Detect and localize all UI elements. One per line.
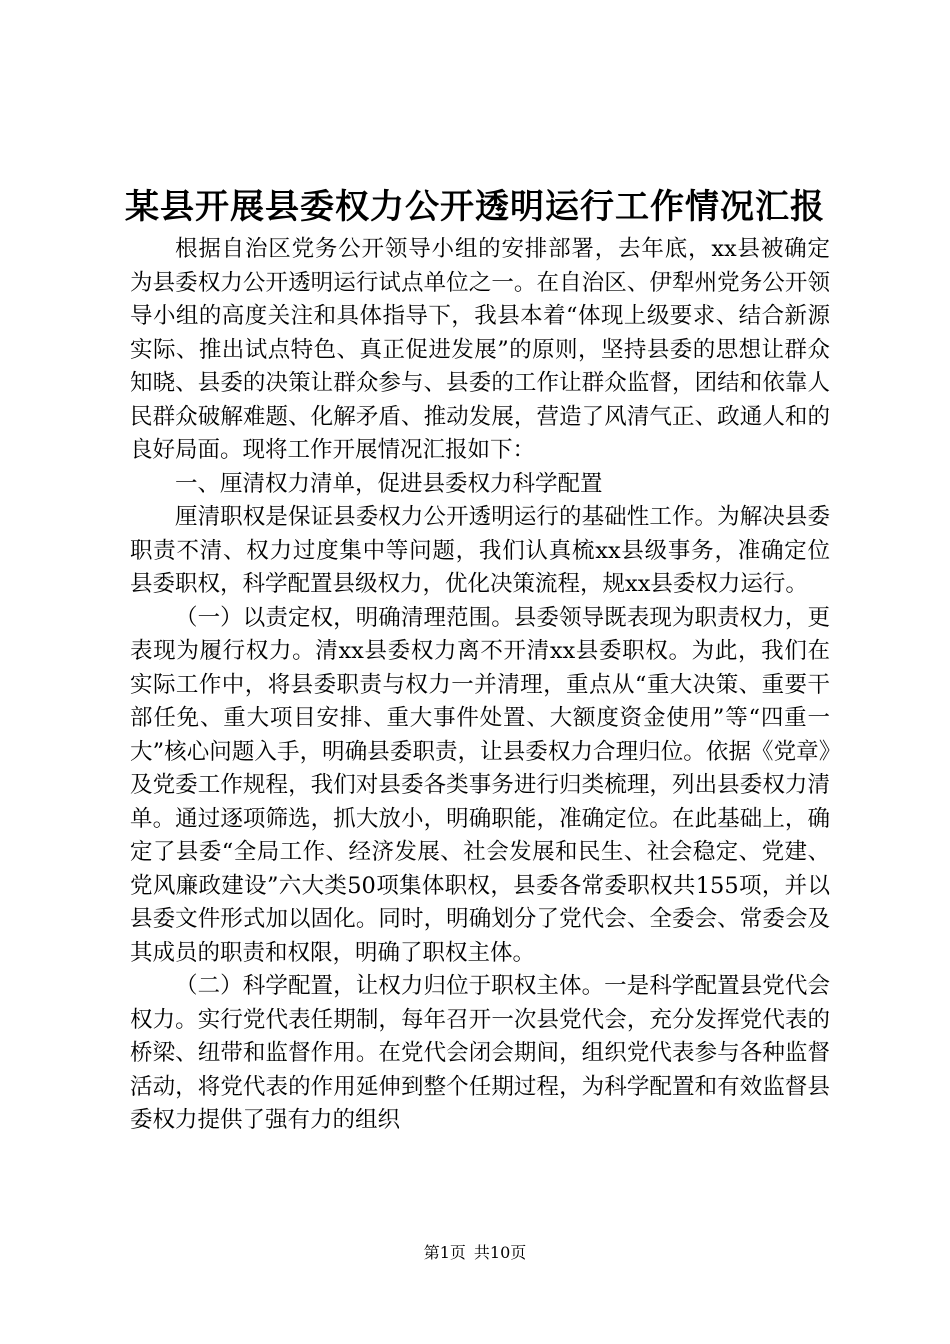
- page-footer: [0, 1242, 950, 1264]
- paragraph-subsection-1: （一）以责定权，明确清理范围。县委领导既表现为职责权力，更表现为履行权力。清xx县委权力离不开清xx县委职权。为此，我们在实际工作中，将县委职责与权力一并清理，重点从“重大决策、重要干部任免、重大项目安排、重大事件处置、大额度资金使用”等“四重一大”核心问题入手，明确县委职责，让县委权力合理归位。依据《党章》及党委工作规程，我们对县委各类事务进行归类梳理，列出县委权力清单。通过逐项筛选，抓大放小，明确职能，准确定位。在此基础上，确定了县委“全局工作、经济发展、社会发展和民生、社会稳定、党建、党风廉政建设”六大类50项集体职权，县委各常委职权共155项，并以县委文件形式加以固化。同时，明确划分了党代会、全委会、常委会及其成员的职责和权限，明确了职权主体。: [130, 604, 830, 966]
- section-heading-1: 一、厘清权力清单，促进县委权力科学配置: [175, 470, 603, 497]
- page-total: 共10页: [473, 1243, 527, 1262]
- paragraph-section-1: 厘清职权是保证县委权力公开透明运行的基础性工作。为解决县委职责不清、权力过度集中等问题，我们认真梳xx县级事务，准确定位县委职权，科学配置县级权力，优化决策流程，规xx县委权力运行。: [130, 504, 830, 597]
- paragraph-subsection-2: （二）科学配置，让权力归位于职权主体。一是科学配置县党代会权力。实行党代表任期制，每年召开一次县党代会，充分发挥党代表的桥梁、纽带和监督作用。在党代会闭会期间，组织党代表参与各种监督活动，将党代表的作用延伸到整个任期过程，为科学配置和有效监督县委权力提供了强有力的组织: [130, 973, 830, 1133]
- paragraph-intro: 根据自治区党务公开领导小组的安排部署，去年底，xx县被确定为县委权力公开透明运行试点单位之一。在自治区、伊犁州党务公开领导小组的高度关注和具体指导下，我县本着“体现上级要求、结合新源实际、推出试点特色、真正促进发展”的原则，坚持县委的思想让群众知晓、县委的决策让群众参与、县委的工作让群众监督，团结和依靠人民群众破解难题、化解矛盾、推动发展，营造了风清气正、政通人和的良好局面。现将工作开展情况汇报如下：: [130, 236, 830, 463]
- page-number: 第1页: [423, 1243, 466, 1262]
- document-body: [130, 233, 830, 1138]
- document-title: 某县开展县委权力公开透明运行工作情况汇报: [125, 187, 825, 227]
